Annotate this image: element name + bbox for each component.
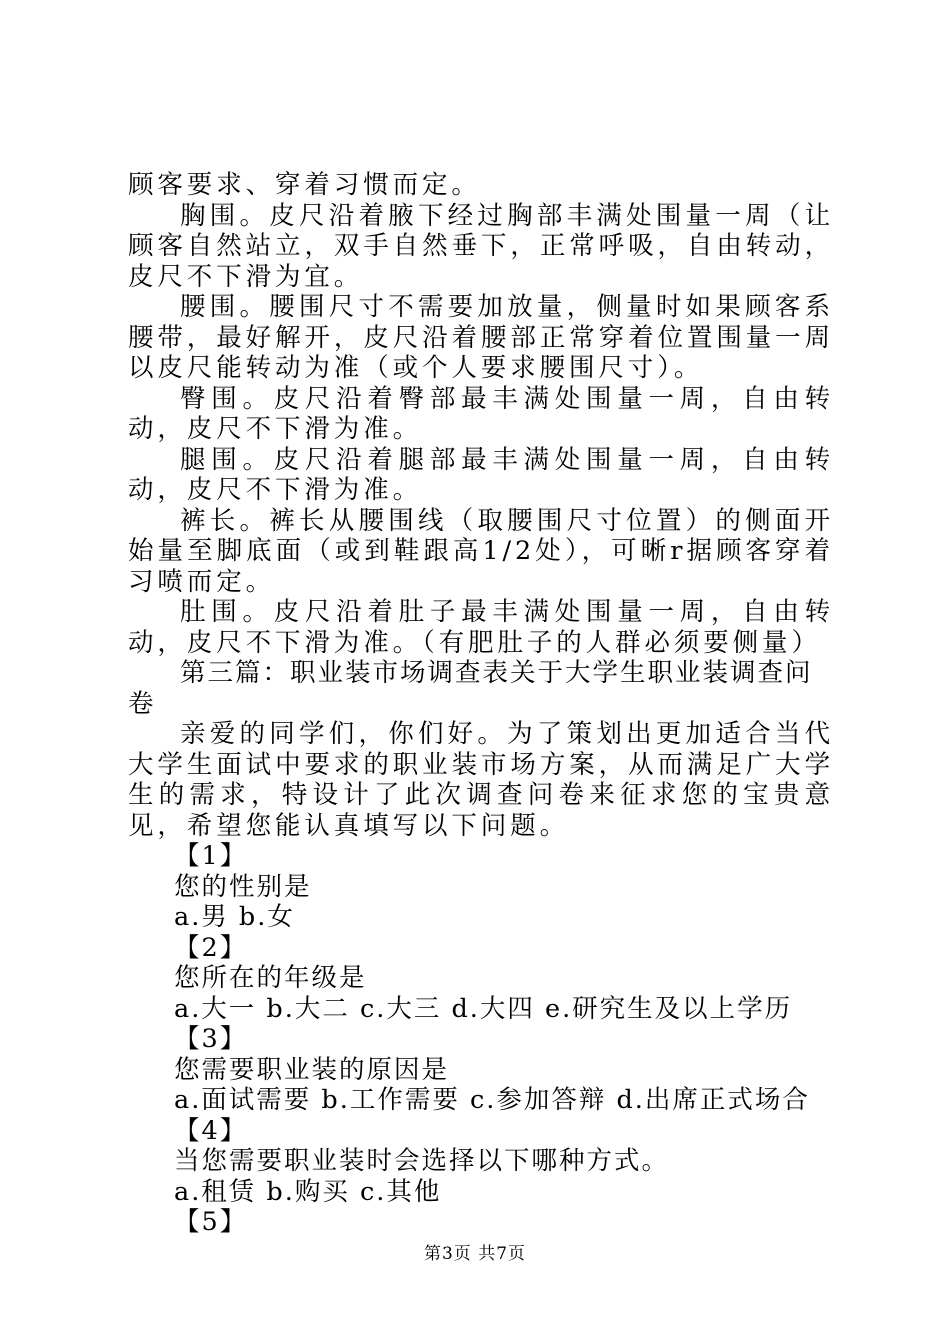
paragraph: 亲爱的同学们，你们好。为了策划出更加适合当代大学生面试中要求的职业装市场方案，从而满足广大学生的需求，特设计了此次调查问卷来征求您的宝贵意见，希望您能认真填写以下问题。 <box>128 719 834 841</box>
page-footer: 第3页 共7页 <box>423 1244 527 1264</box>
paragraph: 您的性别是 <box>174 871 312 902</box>
paragraph: 【4】 <box>174 1115 248 1146</box>
paragraph: a.大一 b.大二 c.大三 d.大四 e.研究生及以上学历 <box>174 993 793 1024</box>
paragraph: a.男 b.女 <box>174 902 295 932</box>
paragraph: 您需要职业装的原因是 <box>174 1054 450 1085</box>
paragraph: 胸围。皮尺沿着腋下经过胸部丰满处围量一周（让顾客自然站立，双手自然垂下，正常呼吸，自由转动，皮尺不下滑为宜。 <box>128 200 834 292</box>
paragraph: 【5】 <box>174 1207 248 1237</box>
paragraph: a.面试需要 b.工作需要 c.参加答辩 d.出席正式场合 <box>174 1085 810 1115</box>
paragraph: 顾客要求、穿着习惯而定。 <box>128 170 481 200</box>
paragraph: 肚围。皮尺沿着肚子最丰满处围量一周，自由转动，皮尺不下滑为准。（有肥肚子的人群必须要侧量） <box>128 597 834 658</box>
paragraph: 第三篇：职业装市场调查表关于大学生职业装调查问卷 <box>128 658 813 719</box>
paragraph: 【3】 <box>174 1024 248 1054</box>
paragraph: 腿围。皮尺沿着腿部最丰满处围量一周，自由转动，皮尺不下滑为准。 <box>128 444 834 505</box>
paragraph: 您所在的年级是 <box>174 963 367 993</box>
document-body <box>128 170 834 1238</box>
paragraph: 裤长。裤长从腰围线（取腰围尺寸位置）的侧面开始量至脚底面（或到鞋跟高1/2处），可晰r据顾客穿着习喷而定。 <box>128 505 834 597</box>
paragraph: 臀围。皮尺沿着臀部最丰满处围量一周，自由转动，皮尺不下滑为准。 <box>128 383 834 444</box>
paragraph: a.租赁 b.购买 c.其他 <box>174 1176 442 1207</box>
paragraph: 当您需要职业装时会选择以下哪种方式。 <box>174 1146 670 1176</box>
paragraph: 腰围。腰围尺寸不需要加放量，侧量时如果顾客系腰带，最好解开，皮尺沿着腰部正常穿着位置围量一周以皮尺能转动为准（或个人要求腰围尺寸）。 <box>128 292 834 383</box>
paragraph: 【1】 <box>174 841 248 871</box>
paragraph: 【2】 <box>174 932 248 963</box>
